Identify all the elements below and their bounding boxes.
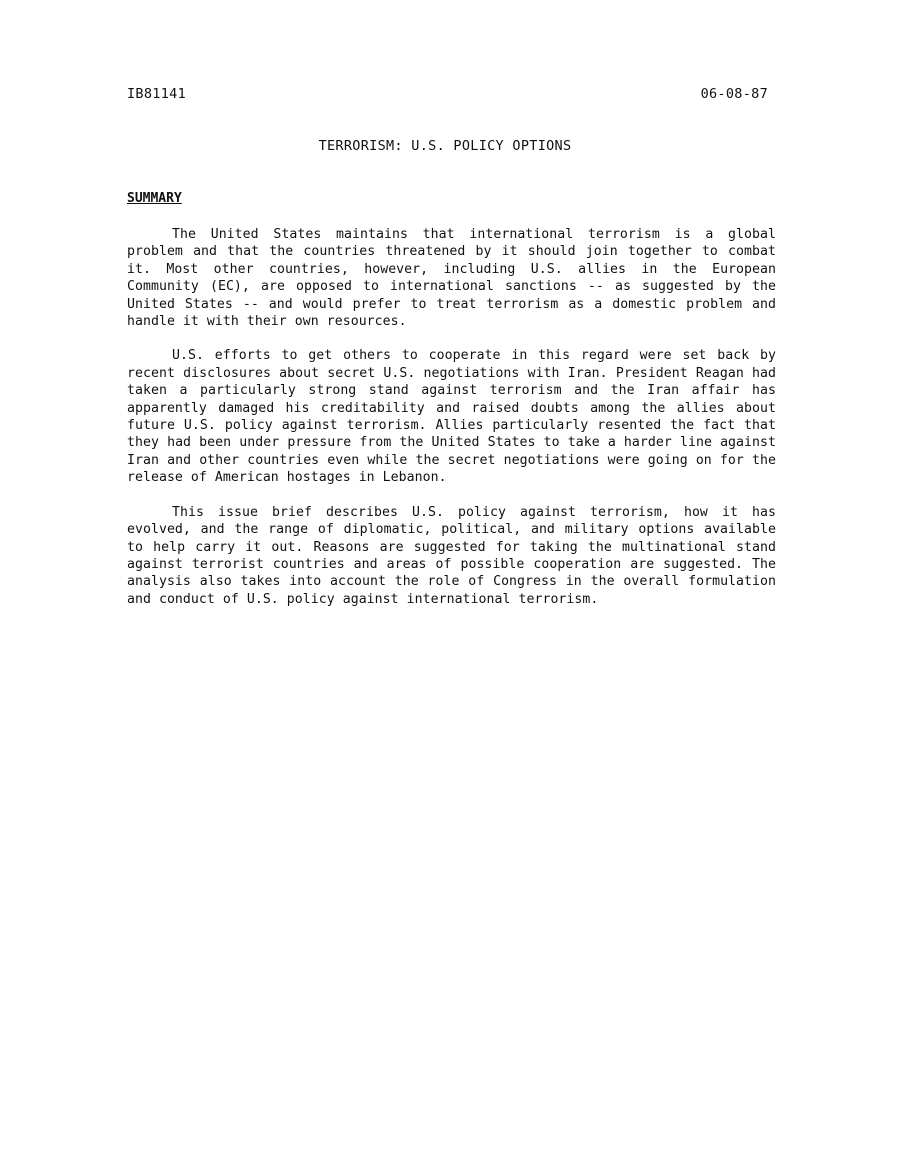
- document-date: 06-08-87: [700, 86, 768, 102]
- summary-paragraph-2: U.S. efforts to get others to cooperate in this regard were set back by recent disclosures about secret U.S. negotiations with Iran. President Reagan had taken a particularly strong stand against terrorism and the Iran affair has apparently damaged his creditability and raised doubts among the allies about future U.S. policy against terrorism. Allies particularly resented the fact that they had been under pressure from the United States to take a harder line against Iran and other countries even while the secret negotiations were going on for the release of American hostages in Lebanon.: [127, 348, 776, 486]
- summary-body: [127, 226, 776, 625]
- document-id: IB81141: [127, 86, 186, 102]
- summary-paragraph-3: This issue brief describes U.S. policy against terrorism, how it has evolved, and the range of diplomatic, political, and military options available to help carry it out. Reasons are suggested for taking the multinational stand against terrorist countries and areas of possible cooperation are suggested. The analysis also takes into account the role of Congress in the overall formulation and conduct of U.S. policy against international terrorism.: [127, 504, 776, 607]
- document-title: TERRORISM: U.S. POLICY OPTIONS: [318, 138, 572, 154]
- summary-paragraph-1: The United States maintains that international terrorism is a global problem and that the countries threatened by it should join together to combat it. Most other countries, however, including U.S. allies in the European Community (EC), are opposed to international sanctions -- as suggested by the United States -- and would prefer to treat terrorism as a domestic problem and handle it with their own resources.: [127, 227, 776, 330]
- summary-heading: SUMMARY: [127, 191, 182, 206]
